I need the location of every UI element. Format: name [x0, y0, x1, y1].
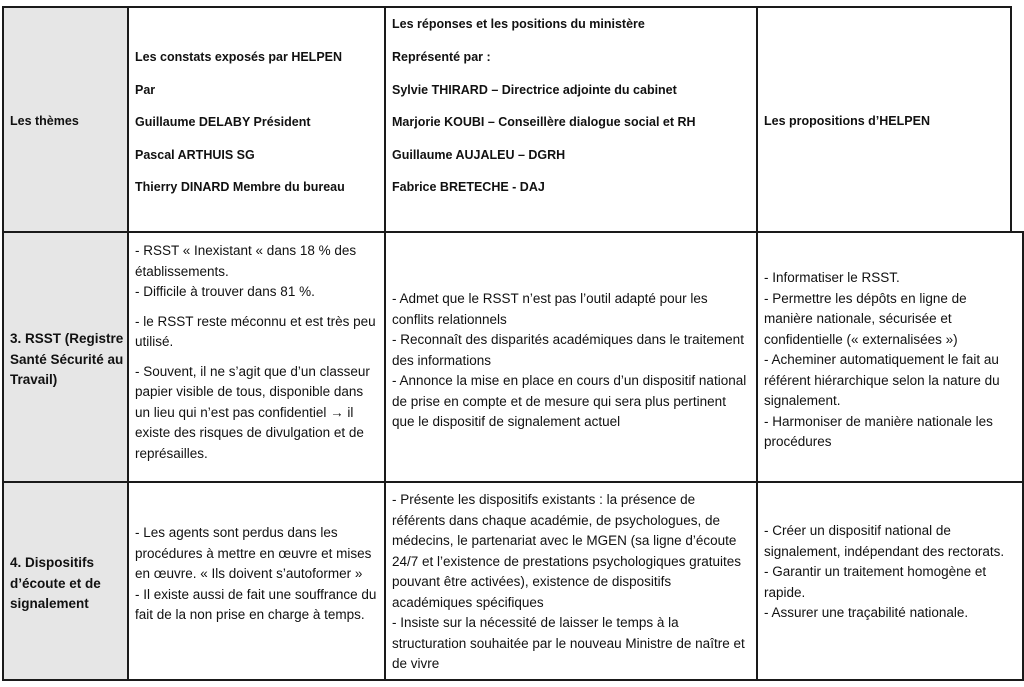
header-constats-person: Thierry DINARD Membre du bureau: [135, 180, 345, 194]
ministere-item: - Reconnaît des disparités académiques dans le traitement des informations: [392, 332, 744, 368]
ministere-item: - Annonce la mise en place en cours d’un dispositif national de prise en compte et de mesure qui sera plus pertinent que le dispositif de signalement actuel: [392, 373, 747, 429]
constat-item: - Difficile à trouver dans 81 %.: [135, 284, 315, 299]
header-constats-person: Guillaume DELABY Président: [135, 115, 311, 129]
row-constats-cell: [127, 231, 386, 483]
header-themes-label: Les thèmes: [10, 114, 79, 128]
header-propositions-label: Les propositions d’HELPEN: [764, 114, 930, 128]
header-ministere-person: Fabrice BRETECHE - DAJ: [392, 180, 545, 194]
header-ministere-person: Sylvie THIRARD – Directrice adjointe du cabinet: [392, 83, 677, 97]
proposition-item: - Garantir un traitement homogène et rapide.: [764, 564, 987, 600]
proposition-item: - Informatiser le RSST.: [764, 270, 900, 285]
header-propositions-cell: [756, 6, 1012, 233]
header-constats-person: Pascal ARTHUIS SG: [135, 148, 255, 162]
proposition-item: - Créer un dispositif national de signalement, indépendant des rectorats.: [764, 523, 1005, 559]
header-ministere-represente: Représenté par :: [392, 50, 491, 64]
header-constats-cell: [127, 6, 386, 233]
row-theme-label: 3. RSST (Registre Santé Sécurité au Travail): [10, 331, 124, 387]
header-constats-par: Par: [135, 83, 156, 97]
constat-item: - Souvent, il ne s’agit que d’un classeur papier visible de tous, disponible dans un lieu qui n’est pas confidentiel → il existe des risques de divulgation et de représailles.: [135, 363, 370, 461]
proposition-item: - Assurer une traçabilité nationale.: [764, 605, 969, 620]
row-ministere-cell: [384, 231, 758, 483]
constat-item: - le RSST reste méconnu et est très peu utilisé.: [135, 313, 376, 349]
header-ministere-person: Marjorie KOUBI – Conseillère dialogue social et RH: [392, 115, 696, 129]
row-theme-cell: [2, 231, 129, 483]
ministere-item: - Admet que le RSST n’est pas l’outil adapté pour les conflits relationnels: [392, 291, 708, 327]
proposition-item: - Acheminer automatiquement le fait au référent hiérarchique selon la nature du signalement.: [764, 352, 1000, 408]
row-constats-cell: [127, 481, 386, 681]
row-propositions-cell: [756, 481, 1024, 681]
header-constats-title: Les constats exposés par HELPEN: [135, 50, 343, 64]
row-propositions-cell: [756, 231, 1024, 483]
ministere-item: - Insiste sur la nécessité de laisser le temps à la structuration souhaitée par le nouveau Ministre de naître et de vivre: [392, 615, 745, 671]
row-ministere-cell: [384, 481, 758, 681]
header-ministere-cell: [384, 6, 758, 233]
header-ministere-title: Les réponses et les positions du ministère: [392, 17, 645, 31]
ministere-item: - Présente les dispositifs existants : la présence de référents dans chaque académie, de psychologues, de médecins, le partenariat avec le MGEN (sa ligne d’écoute 24/7 et l’existence de prestations psychologiques gratuites pouvant être activées), existence de dispositifs académiques spécifiques: [392, 492, 741, 610]
proposition-item: - Harmoniser de manière nationale les procédures: [764, 413, 993, 449]
proposition-item: - Permettre les dépôts en ligne de manière nationale, sécurisée et confidentielle (« externalisées »): [764, 290, 967, 347]
header-ministere-person: Guillaume AUJALEU – DGRH: [392, 148, 566, 162]
row-theme-label: 4. Dispositifs d’écoute et de signalement: [10, 555, 101, 611]
constat-item: - RSST « Inexistant « dans 18 % des établissements.: [135, 243, 357, 279]
constat-item: - Les agents sont perdus dans les procédures à mettre en œuvre et mises en œuvre. « Ils doivent s’autoformer »: [135, 525, 372, 581]
row-theme-cell: [2, 481, 129, 681]
constat-item: - Il existe aussi de fait une souffrance du fait de la non prise en charge à temps.: [135, 586, 377, 622]
header-themes-cell: [2, 6, 129, 233]
